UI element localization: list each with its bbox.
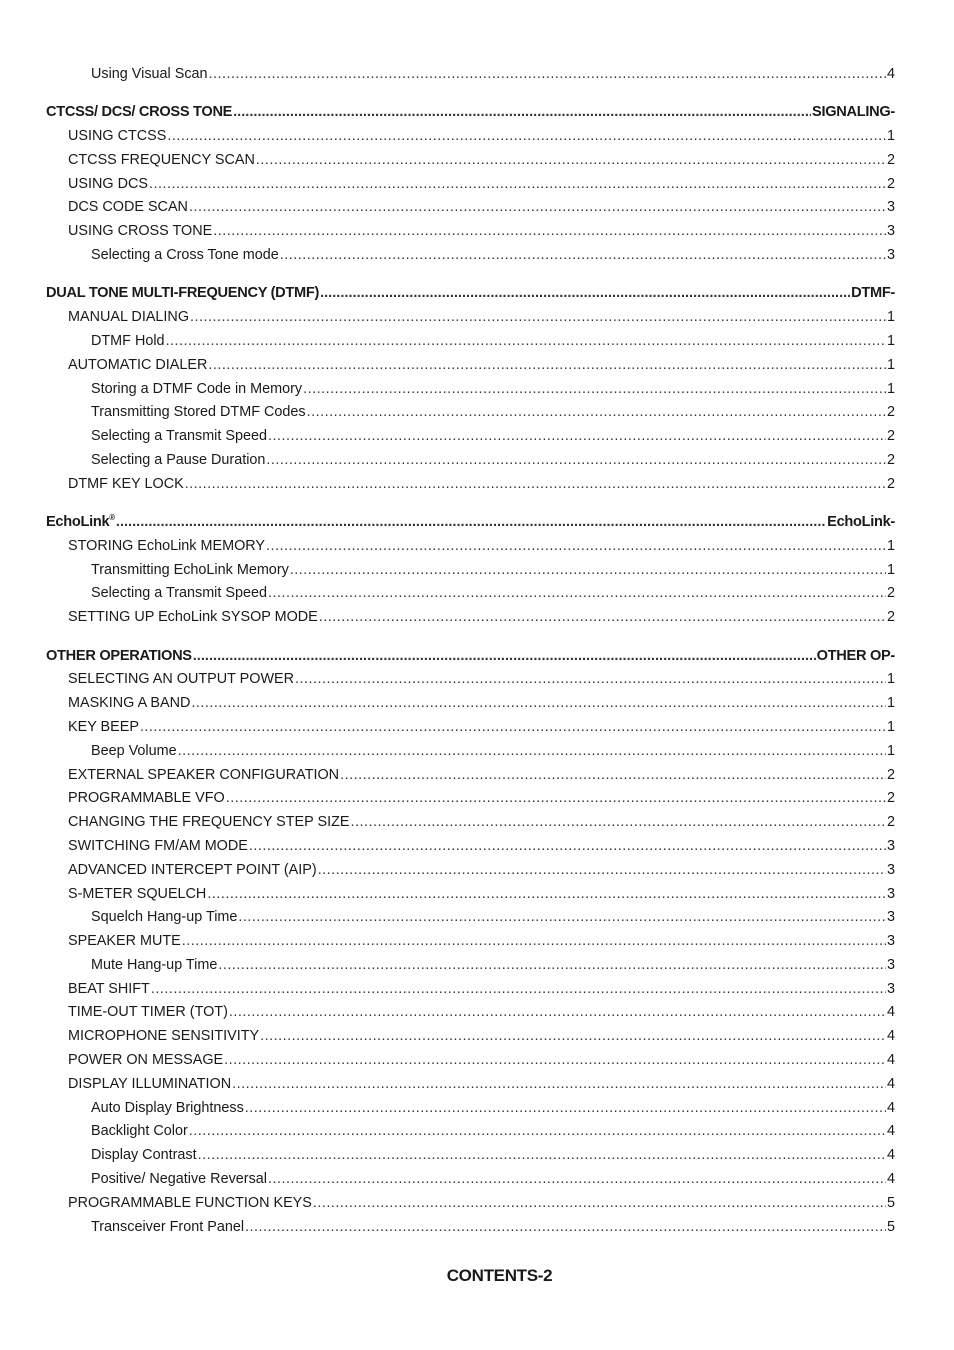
toc-page-number: 2 xyxy=(886,175,895,192)
toc-entry-text: DCS CODE SCAN xyxy=(68,199,188,216)
dot-leader xyxy=(191,692,886,716)
toc-entry xyxy=(46,1001,895,1025)
toc-section-entry xyxy=(46,645,895,669)
dot-leader xyxy=(319,606,886,630)
toc-page-number: 1 xyxy=(886,695,895,712)
toc-entry-title xyxy=(91,740,177,764)
dot-leader xyxy=(313,1192,886,1216)
dot-leader xyxy=(149,173,886,197)
toc-entry-title xyxy=(68,930,181,954)
dot-leader xyxy=(193,645,816,669)
toc-entry-text: Selecting a Transmit Speed xyxy=(91,428,267,445)
toc-page-number: 3 xyxy=(886,199,895,216)
toc-entry-text: Backlight Color xyxy=(91,1123,188,1140)
toc-entry xyxy=(46,173,895,197)
toc-entry-title xyxy=(68,859,317,883)
toc-entry xyxy=(46,811,895,835)
toc-page-number: 3 xyxy=(886,956,895,973)
toc-entry-text: Transmitting EchoLink Memory xyxy=(91,561,289,578)
toc-page-number: SIGNALING- xyxy=(812,104,895,121)
toc-page-number: 2 xyxy=(886,151,895,168)
dot-leader xyxy=(116,511,826,535)
toc-entry xyxy=(46,473,895,497)
dot-leader xyxy=(185,473,886,497)
dot-leader xyxy=(280,244,886,268)
toc-page-number: 1 xyxy=(886,128,895,145)
toc-page-number: 4 xyxy=(886,1123,895,1140)
dot-leader xyxy=(151,978,886,1002)
toc-entry-text: USING CROSS TONE xyxy=(68,223,213,240)
dot-leader xyxy=(320,282,850,306)
toc-entry-title xyxy=(91,1144,197,1168)
dot-leader xyxy=(249,835,886,859)
toc-page-number: 3 xyxy=(886,247,895,264)
toc-section-entry xyxy=(46,101,895,125)
dot-leader xyxy=(189,1120,886,1144)
toc-page-number: DTMF- xyxy=(851,285,895,302)
toc-entry-text: AUTOMATIC DIALER xyxy=(68,356,208,373)
toc-section-entry xyxy=(46,282,895,306)
dot-leader xyxy=(307,401,886,425)
dot-leader xyxy=(218,954,886,978)
toc-entry-text: STORING EchoLink MEMORY xyxy=(68,537,265,554)
toc-entry-text: BEAT SHIFT xyxy=(68,980,150,997)
toc-page-number: OTHER OP- xyxy=(816,647,895,664)
page-footer: CONTENTS-2 xyxy=(446,1266,553,1285)
toc-entry-title xyxy=(91,1097,244,1121)
dot-leader xyxy=(238,906,886,930)
toc-entry-text: Transceiver Front Panel xyxy=(91,1218,245,1235)
toc-entry-text: S-METER SQUELCH xyxy=(68,885,207,902)
dot-leader xyxy=(268,582,886,606)
toc-entry xyxy=(46,1025,895,1049)
toc-page-number: 4 xyxy=(886,1099,895,1116)
toc-entry-title xyxy=(68,535,265,559)
toc-entry-text: USING DCS xyxy=(68,175,148,192)
toc-entry-title xyxy=(91,559,289,583)
toc-entry-title xyxy=(68,764,339,788)
toc-entry xyxy=(46,1192,895,1216)
toc-page-number: 1 xyxy=(886,561,895,578)
toc-entry-title xyxy=(68,692,190,716)
toc-entry-text: Selecting a Pause Duration xyxy=(91,451,266,468)
toc-entry-text: Squelch Hang-up Time xyxy=(91,909,238,926)
toc-entry-text: DTMF Hold xyxy=(91,332,165,349)
toc-entry-title xyxy=(91,401,306,425)
toc-entry xyxy=(46,1144,895,1168)
toc-entry-title xyxy=(68,1001,228,1025)
toc-entry-title xyxy=(91,330,165,354)
toc-entry xyxy=(46,1073,895,1097)
toc-page-number: 3 xyxy=(886,223,895,240)
toc-entry-text: EXTERNAL SPEAKER CONFIGURATION xyxy=(68,766,340,783)
toc-entry-text: CTCSS/ DCS/ CROSS TONE xyxy=(46,104,233,121)
toc-page-number: 3 xyxy=(886,861,895,878)
dot-leader xyxy=(229,1001,886,1025)
dot-leader xyxy=(198,1144,886,1168)
toc-entry xyxy=(46,220,895,244)
toc-page-number: 2 xyxy=(886,790,895,807)
dot-leader xyxy=(224,1049,886,1073)
toc-page-number: 3 xyxy=(886,933,895,950)
dot-leader xyxy=(256,149,886,173)
toc-entry-title xyxy=(91,425,267,449)
toc-entry xyxy=(46,692,895,716)
toc-entry-text: Storing a DTMF Code in Memory xyxy=(91,380,303,397)
toc-entry xyxy=(46,196,895,220)
toc-entry-text: Positive/ Negative Reversal xyxy=(91,1171,267,1188)
dot-leader xyxy=(209,63,886,87)
toc-entry-title xyxy=(68,149,255,173)
toc-entry-title xyxy=(68,196,188,220)
dot-leader xyxy=(268,425,886,449)
toc-page-number: 1 xyxy=(886,332,895,349)
toc-page-number: EchoLink- xyxy=(827,514,895,531)
toc-entry-title xyxy=(68,978,150,1002)
dot-leader xyxy=(290,559,886,583)
toc-entry-title xyxy=(68,220,212,244)
dot-leader xyxy=(208,354,886,378)
toc-entry xyxy=(46,306,895,330)
dot-leader xyxy=(233,101,811,125)
dot-leader xyxy=(226,787,886,811)
toc-page-number: 4 xyxy=(886,1147,895,1164)
toc-entry-title xyxy=(91,582,267,606)
toc-entry xyxy=(46,906,895,930)
toc-entry-title xyxy=(68,173,148,197)
toc-entry-title xyxy=(91,1120,188,1144)
toc-entry-title xyxy=(68,1073,231,1097)
toc-entry-text: TIME-OUT TIMER (TOT) xyxy=(68,1004,228,1021)
toc-entry-title xyxy=(46,645,192,669)
toc-entry-text: USING CTCSS xyxy=(68,128,167,145)
table-of-contents xyxy=(46,63,895,1239)
toc-entry-text: Using Visual Scan xyxy=(91,66,208,82)
toc-page-number: 2 xyxy=(886,766,895,783)
toc-entry-title xyxy=(46,282,319,306)
toc-entry xyxy=(46,1168,895,1192)
dot-leader xyxy=(340,764,886,788)
toc-entry xyxy=(46,668,895,692)
toc-page-number: 1 xyxy=(886,742,895,759)
toc-entry xyxy=(46,1216,895,1240)
toc-entry-text: KEY BEEP xyxy=(68,718,139,735)
toc-entry-text: CTCSS FREQUENCY SCAN xyxy=(68,151,255,168)
toc-entry-title xyxy=(68,835,248,859)
toc-entry-title xyxy=(68,473,184,497)
toc-entry xyxy=(46,764,895,788)
toc-entry xyxy=(46,378,895,402)
toc-entry-title xyxy=(91,954,217,978)
toc-entry-text: Auto Display Brightness xyxy=(91,1099,244,1116)
toc-entry-text: MICROPHONE SENSITIVITY xyxy=(68,1028,260,1045)
toc-entry-title xyxy=(46,101,232,125)
toc-entry-title xyxy=(68,1192,312,1216)
toc-entry-title xyxy=(46,511,115,535)
toc-entry-title xyxy=(91,449,265,473)
toc-entry xyxy=(46,535,895,559)
dot-leader xyxy=(167,125,886,149)
toc-page-number: 4 xyxy=(886,1028,895,1045)
dot-leader xyxy=(189,196,886,220)
toc-entry-text: Selecting a Cross Tone mode xyxy=(91,247,279,264)
toc-entry xyxy=(46,125,895,149)
registered-mark: ® xyxy=(109,513,115,523)
toc-page-number: 2 xyxy=(886,404,895,421)
dot-leader xyxy=(245,1216,886,1240)
toc-entry xyxy=(46,559,895,583)
toc-entry-text: SELECTING AN OUTPUT POWER xyxy=(68,671,295,688)
toc-entry-title xyxy=(91,378,302,402)
toc-entry xyxy=(46,425,895,449)
toc-entry-text: SPEAKER MUTE xyxy=(68,933,181,950)
toc-page-number: 2 xyxy=(886,451,895,468)
toc-entry xyxy=(46,606,895,630)
dot-leader xyxy=(207,883,886,907)
dot-leader xyxy=(260,1025,886,1049)
toc-page-number: 1 xyxy=(886,671,895,688)
toc-entry xyxy=(46,716,895,740)
toc-page-number: 1 xyxy=(886,718,895,735)
dot-leader xyxy=(303,378,886,402)
toc-page-number: 1 xyxy=(886,309,895,326)
toc-entry-text: Beep Volume xyxy=(91,742,177,759)
toc-entry-text: MASKING A BAND xyxy=(68,695,191,712)
toc-page-number: 3 xyxy=(886,837,895,854)
toc-entry-title xyxy=(91,1216,244,1240)
toc-page-number: 1 xyxy=(886,537,895,554)
toc-page-number: 3 xyxy=(886,885,895,902)
toc-entry-text: CHANGING THE FREQUENCY STEP SIZE xyxy=(68,814,350,831)
dot-leader xyxy=(190,306,886,330)
toc-entry xyxy=(46,883,895,907)
toc-entry-text: DUAL TONE MULTI-FREQUENCY (DTMF) xyxy=(46,285,320,302)
dot-leader xyxy=(245,1097,886,1121)
toc-entry-title xyxy=(68,716,139,740)
dot-leader xyxy=(140,716,886,740)
toc-entry-text: OTHER OPERATIONS xyxy=(46,647,192,664)
toc-entry xyxy=(46,859,895,883)
toc-entry xyxy=(46,740,895,764)
toc-entry-title xyxy=(68,125,166,149)
toc-entry-text: MANUAL DIALING xyxy=(68,309,190,326)
toc-entry-text: Display Contrast xyxy=(91,1147,197,1164)
toc-page-number: 3 xyxy=(886,909,895,926)
toc-entry-title xyxy=(68,668,294,692)
toc-section-entry xyxy=(46,511,895,535)
dot-leader xyxy=(268,1168,886,1192)
toc-entry xyxy=(46,354,895,378)
toc-page-number: 4 xyxy=(886,1171,895,1188)
toc-entry-title xyxy=(68,1025,259,1049)
dot-leader xyxy=(213,220,886,244)
toc-entry xyxy=(46,1120,895,1144)
toc-page-number: 4 xyxy=(886,1004,895,1021)
toc-page-number: 5 xyxy=(886,1218,895,1235)
toc-page-number: 2 xyxy=(886,585,895,602)
toc-entry xyxy=(46,1049,895,1073)
toc-entry xyxy=(46,1097,895,1121)
toc-entry xyxy=(46,582,895,606)
toc-entry-text: DTMF KEY LOCK xyxy=(68,475,184,492)
toc-entry-text: SWITCHING FM/AM MODE xyxy=(68,837,248,854)
toc-entry xyxy=(46,401,895,425)
toc-page-number: 5 xyxy=(886,1194,895,1211)
toc-entry xyxy=(46,63,895,87)
toc-entry-text: Transmitting Stored DTMF Codes xyxy=(91,404,306,421)
toc-entry-title xyxy=(91,906,237,930)
toc-entry-text: Mute Hang-up Time xyxy=(91,956,218,973)
dot-leader xyxy=(182,930,886,954)
toc-page-number: 2 xyxy=(886,814,895,831)
dot-leader xyxy=(178,740,886,764)
dot-leader xyxy=(232,1073,886,1097)
toc-entry-title xyxy=(68,606,318,630)
toc-entry-title xyxy=(68,354,207,378)
dot-leader xyxy=(318,859,886,883)
toc-entry xyxy=(46,330,895,354)
toc-entry xyxy=(46,149,895,173)
toc-entry-title xyxy=(68,883,206,907)
toc-entry-text: DISPLAY ILLUMINATION xyxy=(68,1075,232,1092)
toc-entry-title xyxy=(68,1049,223,1073)
toc-entry-text: ADVANCED INTERCEPT POINT (AIP) xyxy=(68,861,317,878)
toc-entry-text: SETTING UP EchoLink SYSOP MODE xyxy=(68,609,318,626)
dot-leader xyxy=(166,330,886,354)
toc-page-number: 2 xyxy=(886,428,895,445)
toc-entry xyxy=(46,244,895,268)
dot-leader xyxy=(266,535,886,559)
toc-entry-title xyxy=(91,63,208,87)
toc-page-number: 2 xyxy=(886,475,895,492)
toc-page-number: 4 xyxy=(886,1075,895,1092)
dot-leader xyxy=(266,449,886,473)
toc-page-number: 1 xyxy=(886,380,895,397)
toc-entry-title xyxy=(91,1168,267,1192)
toc-entry-text: PROGRAMMABLE FUNCTION KEYS xyxy=(68,1194,312,1211)
toc-page-number: 2 xyxy=(886,609,895,626)
dot-leader xyxy=(295,668,886,692)
toc-entry-title xyxy=(68,811,349,835)
dot-leader xyxy=(350,811,886,835)
toc-entry xyxy=(46,835,895,859)
toc-entry xyxy=(46,449,895,473)
toc-page-number: 4 xyxy=(886,66,895,82)
toc-page-number: 1 xyxy=(886,356,895,373)
toc-page-number: 4 xyxy=(886,1052,895,1069)
toc-entry-text: PROGRAMMABLE VFO xyxy=(68,790,225,807)
toc-entry-title xyxy=(68,306,189,330)
toc-entry-text: Selecting a Transmit Speed xyxy=(91,585,267,602)
toc-entry xyxy=(46,930,895,954)
toc-entry xyxy=(46,787,895,811)
toc-entry xyxy=(46,978,895,1002)
toc-page-number: 3 xyxy=(886,980,895,997)
toc-entry xyxy=(46,954,895,978)
toc-entry-text: POWER ON MESSAGE xyxy=(68,1052,224,1069)
toc-entry-text: EchoLink xyxy=(46,514,110,531)
toc-entry-title xyxy=(91,244,279,268)
toc-entry-title xyxy=(68,787,225,811)
